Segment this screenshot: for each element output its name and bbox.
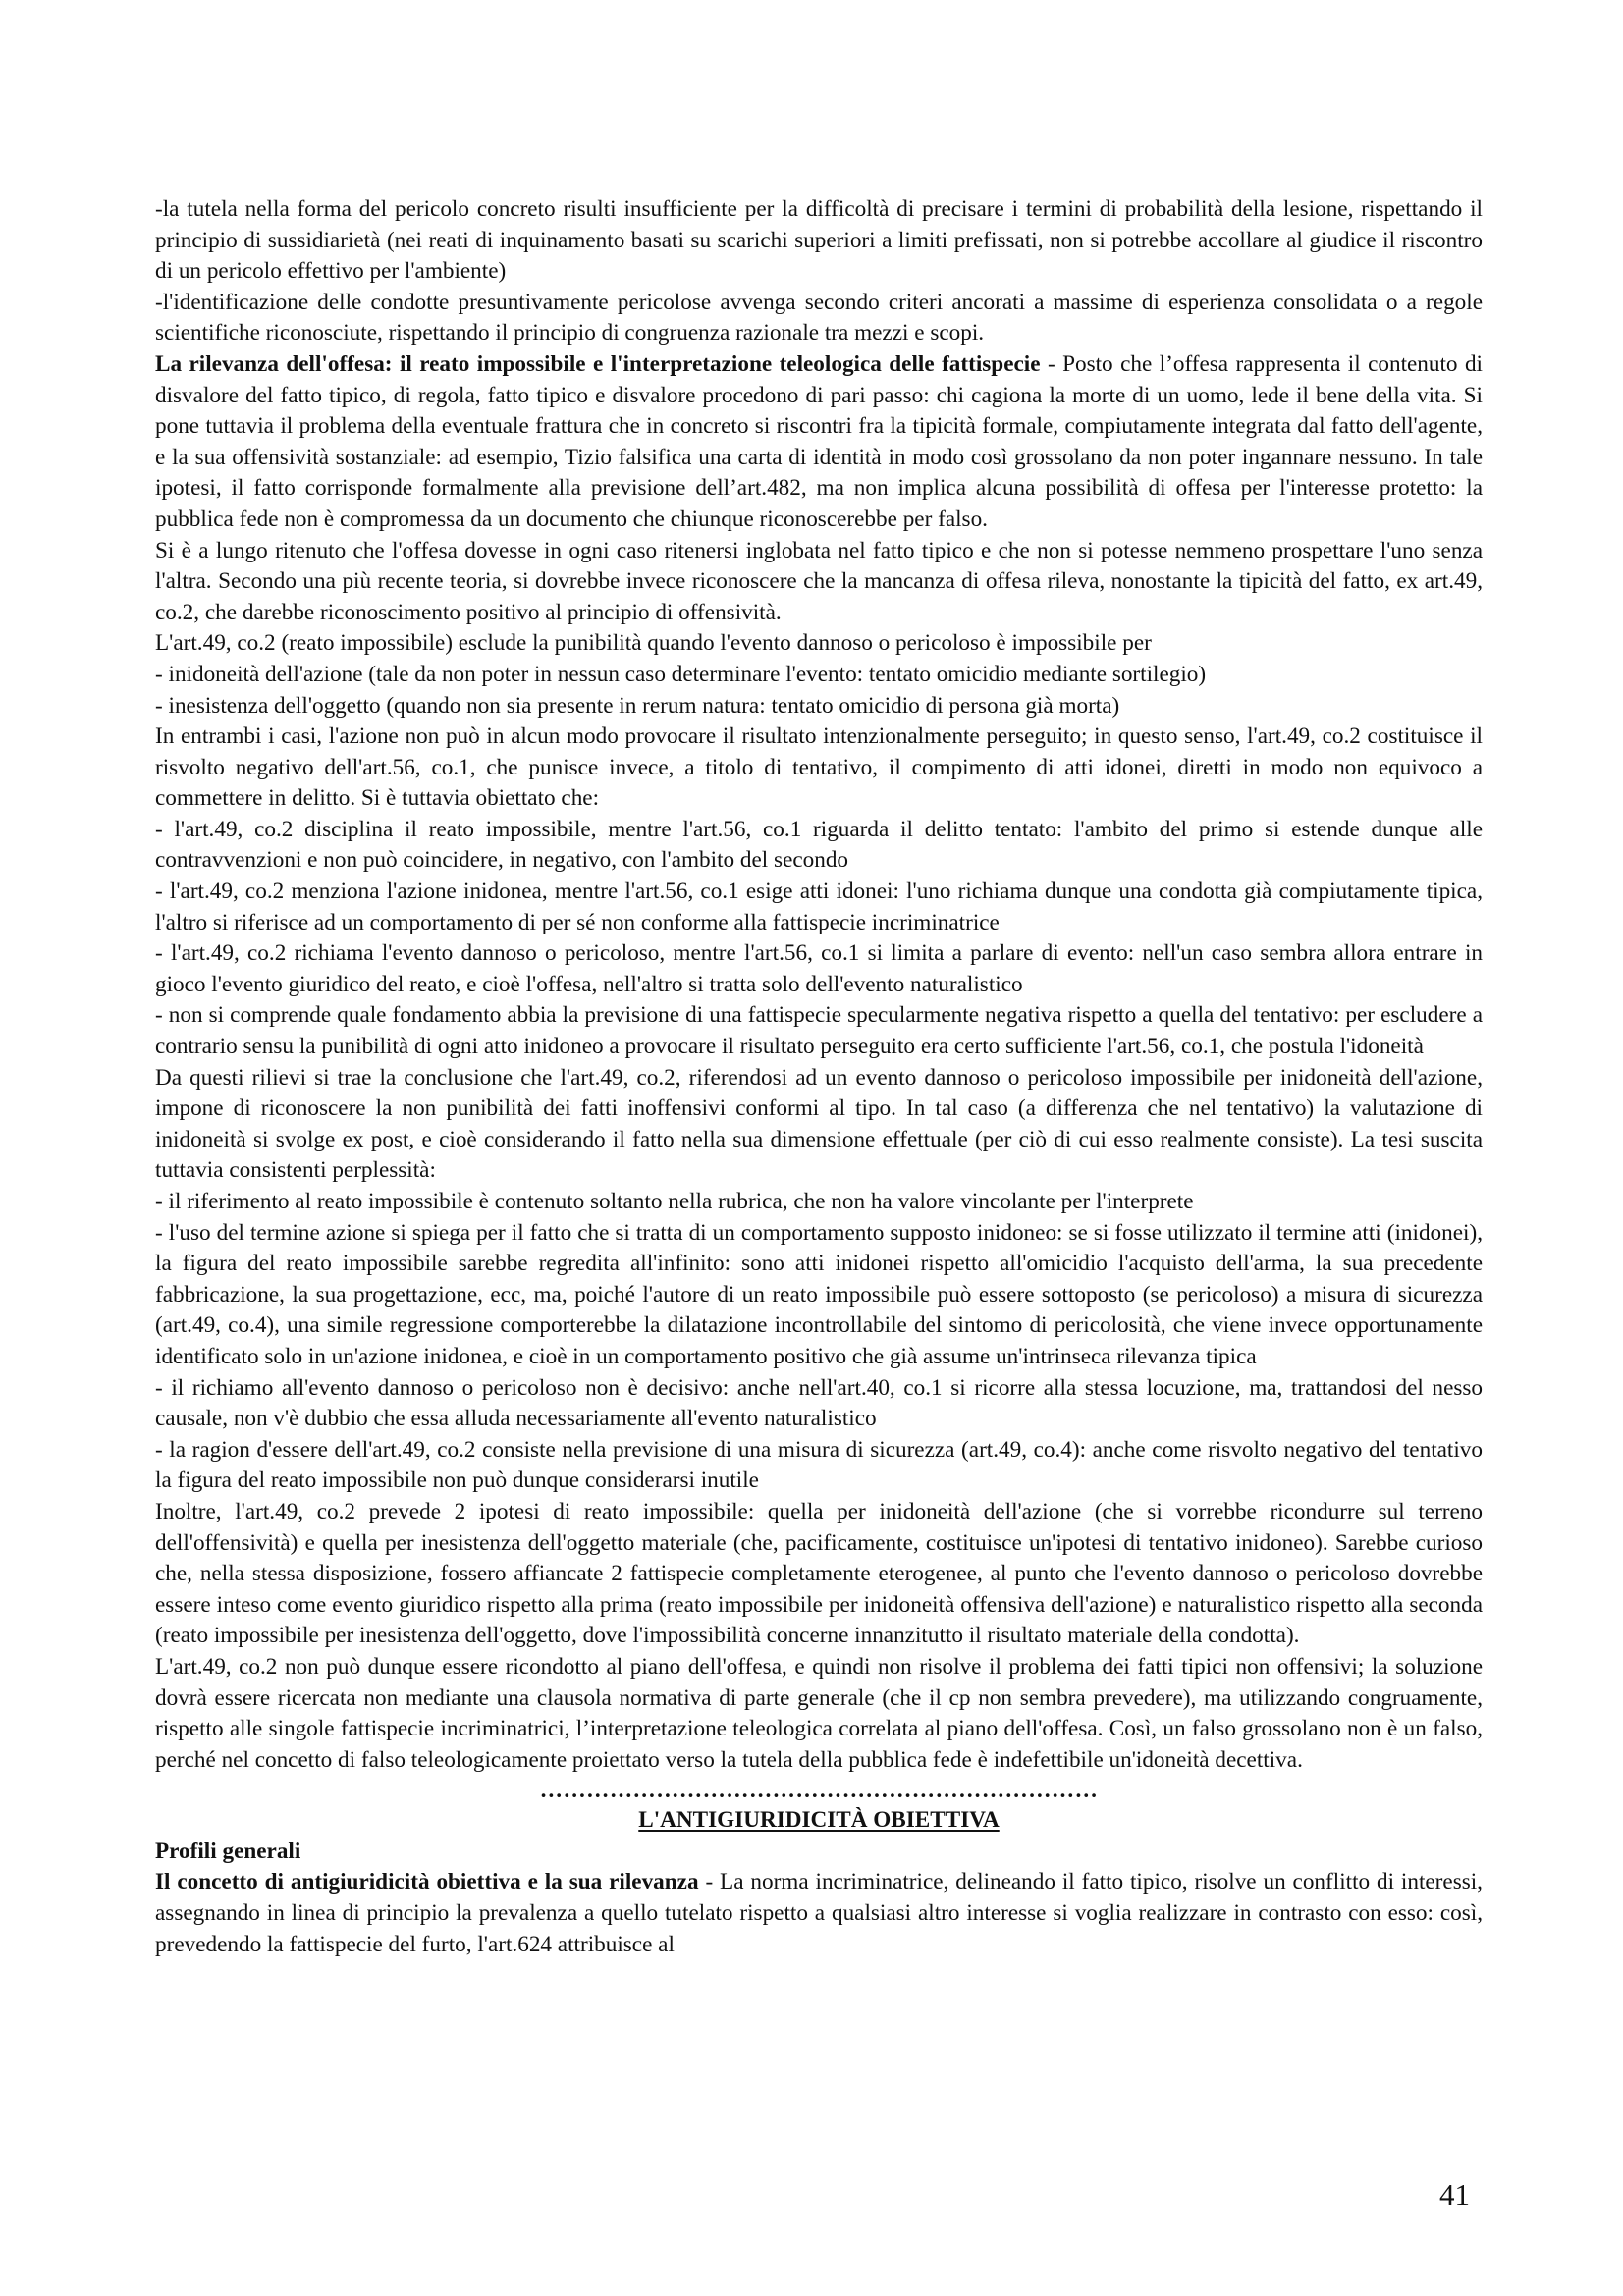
- paragraph-text: Inoltre, l'art.49, co.2 prevede 2 ipotesi di reato impossibile: quella per inidoneità dell'azione (che si vorrebbe ricondurre sul terreno dell'offensività) e quella per inesistenza dell'oggetto materiale (che, pacificamente, costituisce un'ipotesi di tentativo inidoneo). Sarebbe curioso che, nella stessa disposizione, fossero affiancate 2 fattispecie completamente eterogenee, al punto che l'evento dannoso o pericoloso dovrebbe essere inteso come evento giuridico rispetto alla prima (reato impossibile per inidoneità offensiva dell'azione) e naturalistico rispetto alla seconda (reato impossibile per inesistenza dell'oggetto, dove l'impossibilità concerne innanzitutto il risultato materiale della condotta).: [155, 1498, 1483, 1649]
- paragraph: [155, 691, 1483, 722]
- paragraph: [155, 1652, 1483, 1776]
- paragraph-text: - l'art.49, co.2 menziona l'azione inidonea, mentre l'art.56, co.1 esige atti idonei: l'uno richiama dunque una condotta già compiutamente tipica, l'altro si riferisce ad un comportamento di per sé non conforme alla fattispecie incriminatrice: [155, 879, 1483, 935]
- paragraph: [155, 194, 1483, 288]
- paragraph: [155, 628, 1483, 660]
- paragraph-text: L'art.49, co.2 (reato impossibile) esclude la punibilità quando l'evento dannoso o pericoloso è impossibile per: [155, 630, 1152, 657]
- paragraph-text: - non si comprende quale fondamento abbia la previsione di una fattispecie specularmente negativa rispetto a quella del tentativo: per escludere a contrario sensu la punibilità di ogni atto inidoneo a provocare il risultato perseguito era certo sufficiente l'art.56, co.1, che postula l'idoneità: [155, 1002, 1483, 1060]
- paragraph-heading: La rilevanza dell'offesa: il reato impossibile e l'interpretazione teleologica delle fattispecie: [155, 350, 1041, 377]
- paragraph: [155, 660, 1483, 691]
- paragraph: [155, 1497, 1483, 1652]
- paragraph: [155, 1063, 1483, 1187]
- paragraph: [155, 536, 1483, 629]
- paragraph: [155, 1435, 1483, 1497]
- paragraph: [155, 1000, 1483, 1062]
- paragraph-text: L'art.49, co.2 non può dunque essere ricondotto al piano dell'offesa, e quindi non risolve il problema dei fatti tipici non offensivi; la soluzione dovrà essere ricercata non mediante una clausola normativa di parte generale (che il cp non sembra prevedere), ma utilizzando congruamente, rispetto alle singole fattispecie incriminatrici, l’interpretazione teleologica correlata al piano dell'offesa. Così, un falso grossolano non è un falso, perché nel concetto di falso teleologicamente proiettato verso la tutela della pubblica fede è indefettibile un'idoneità decettiva.: [155, 1653, 1483, 1773]
- paragraph-text: -l'identificazione delle condotte presuntivamente pericolose avvenga secondo criteri ancorati a massime di esperienza consolidata o a regole scientifiche riconosciute, rispettando il principio di congruenza razionale tra mezzi e scopi.: [155, 289, 1483, 347]
- paragraph: [155, 1373, 1483, 1435]
- paragraph-text: Da questi rilievi si trae la conclusione che l'art.49, co.2, riferendosi ad un evento dannoso o pericoloso impossibile per inidoneità dell'azione, impone di riconoscere la non punibilità dei fatti inoffensivi conformi al tipo. In tal caso (a differenza che nel tentativo) la valutazione di inidoneità si svolge ex post, e cioè considerando il fatto nella sua dimensione effettuale (per ciò di cui esso realmente consiste). La tesi suscita tuttavia consistenti perplessità:: [155, 1064, 1483, 1184]
- paragraph: [155, 349, 1483, 536]
- paragraph-text: - il riferimento al reato impossibile è contenuto soltanto nella rubrica, che non ha valore vincolante per l'interprete: [155, 1189, 1194, 1214]
- paragraph: [155, 721, 1483, 815]
- paragraph: [155, 938, 1483, 1000]
- paragraph: [155, 288, 1483, 349]
- paragraph-text: - il richiamo all'evento dannoso o pericoloso non è decisivo: anche nell'art.40, co.1 si ricorre alla stessa locuzione, ma, trattandosi del nesso causale, non v'è dubbio che essa alluda necessariamente all'evento naturalistico: [155, 1374, 1483, 1432]
- separator-line: ………………………………………………………………: [539, 1778, 1099, 1804]
- paragraph-text: - la ragion d'essere dell'art.49, co.2 consiste nella previsione di una misura di sicurezza (art.49, co.4): anche come risvolto negativo del tentativo la figura del reato impossibile non può dunque considerarsi inutile: [155, 1436, 1483, 1494]
- paragraph-text: - l'uso del termine azione si spiega per il fatto che si tratta di un comportamento supposto inidoneo: se si fosse utilizzato il termine atti (inidonei), la figura del reato impossibile sarebbe regredita all'infinito: sono atti inidonei rispetto all'omicidio l'acquisto dell'arma, la sua precedente fabbricazione, la sua progettazione, ecc, ma, poiché l'autore di un reato impossibile può essere sottoposto (se pericoloso) a misura di sicurezza (art.49, co.4), una simile regressione comporterebbe la dilatazione incontrollabile del sintomo di pericolosità, che viene invece opportunamente identificato solo in un'azione inidonea, e cioè in un comportamento positivo che già assume un'intrinseca rilevanza tipica: [155, 1219, 1483, 1369]
- paragraph-text: -la tutela nella forma del pericolo concreto risulti insufficiente per la difficoltà di precisare i termini di probabilità della lesione, rispettando il principio di sussidiarietà (nei reati di inquinamento basati su scarichi superiori a limiti prefissati, non si potrebbe accollare al giudice il riscontro di un pericolo effettivo per l'ambiente): [155, 196, 1483, 285]
- document-body: [155, 194, 1483, 1960]
- paragraph-text: - l'art.49, co.2 richiama l'evento dannoso o pericoloso, mentre l'art.56, co.1 si limita a parlare di evento: nell'un caso sembra allora entrare in gioco l'evento giuridico del reato, e cioè l'offesa, nell'altro si tratta solo dell'evento naturalistico: [155, 940, 1483, 997]
- paragraph-list: [155, 194, 1483, 1776]
- paragraph-text: - inesistenza dell'oggetto (quando non sia presente in rerum natura: tentato omicidio di persona già morta): [155, 692, 1120, 719]
- final-paragraph-heading: Il concetto di antigiuridicità obiettiva e la sua rilevanza: [155, 1869, 699, 1896]
- paragraph-text: Si è a lungo ritenuto che l'offesa dovesse in ogni caso ritenersi inglobata nel fatto tipico e che non si potesse nemmeno prospettare l'uno senza l'altra. Secondo una più recente teoria, si dovrebbe invece riconoscere che la mancanza di offesa rileva, nonostante la tipicità del fatto, ex art.49, co.2, che darebbe riconoscimento positivo al principio di offensività.: [155, 537, 1483, 625]
- paragraph: [155, 1218, 1483, 1373]
- page-number: 41: [1439, 2177, 1470, 2212]
- section-title: L'ANTIGIURIDICITÀ OBIETTIVA: [638, 1807, 1000, 1834]
- subsection-heading: Profili generali: [155, 1838, 301, 1864]
- paragraph: [155, 815, 1483, 877]
- paragraph: [155, 1187, 1483, 1218]
- paragraph-text: - inidoneità dell'azione (tale da non poter in nessun caso determinare l'evento: tentato omicidio mediante sortilegio): [155, 661, 1207, 687]
- paragraph-text: - Posto che l’offesa rappresenta il contenuto di disvalore del fatto tipico, di regola, fatto tipico e disvalore procedono di pari passo: chi cagiona la morte di un uomo, lede il bene della vita. Si pone tuttavia il problema della eventuale frattura che in concreto si riscontri fra la tipicità formale, compiutamente integrata dal fatto dell'agente, e la sua offensività sostanziale: ad esempio, Tizio falsifica una carta di identità in modo così grossolano da non poter ingannare nessuno. In tale ipotesi, il fatto corrisponde formalmente alla previsione dell’art.482, ma non implica alcuna possibilità di offesa per l'interesse protetto: la pubblica fede non è compromessa da un documento che chiunque riconoscerebbe per falso.: [155, 350, 1483, 532]
- final-paragraph: [155, 1867, 1483, 1960]
- final-paragraph-text: - La norma incriminatrice, delineando il fatto tipico, risolve un conflitto di interessi, assegnando in linea di principio la prevalenza a quello tutelato rispetto a qualsiasi altro interesse si voglia realizzare in contrasto con esso: così, prevedendo la fattispecie del furto, l'art.624 attribuisce al: [155, 1869, 1483, 1957]
- paragraph: [155, 877, 1483, 938]
- paragraph-text: In entrambi i casi, l'azione non può in alcun modo provocare il risultato intenzionalmente perseguito; in questo senso, l'art.49, co.2 costituisce il risvolto negativo dell'art.56, co.1, che punisce invece, a titolo di tentativo, il compimento di atti idonei, diretti in modo non equivoco a commettere in delitto. Si è tuttavia obiettato che:: [155, 723, 1483, 812]
- paragraph-text: - l'art.49, co.2 disciplina il reato impossibile, mentre l'art.56, co.1 riguarda il delitto tentato: l'ambito del primo si estende dunque alle contravvenzioni e non può coincidere, in negativo, con l'ambito del secondo: [155, 816, 1483, 874]
